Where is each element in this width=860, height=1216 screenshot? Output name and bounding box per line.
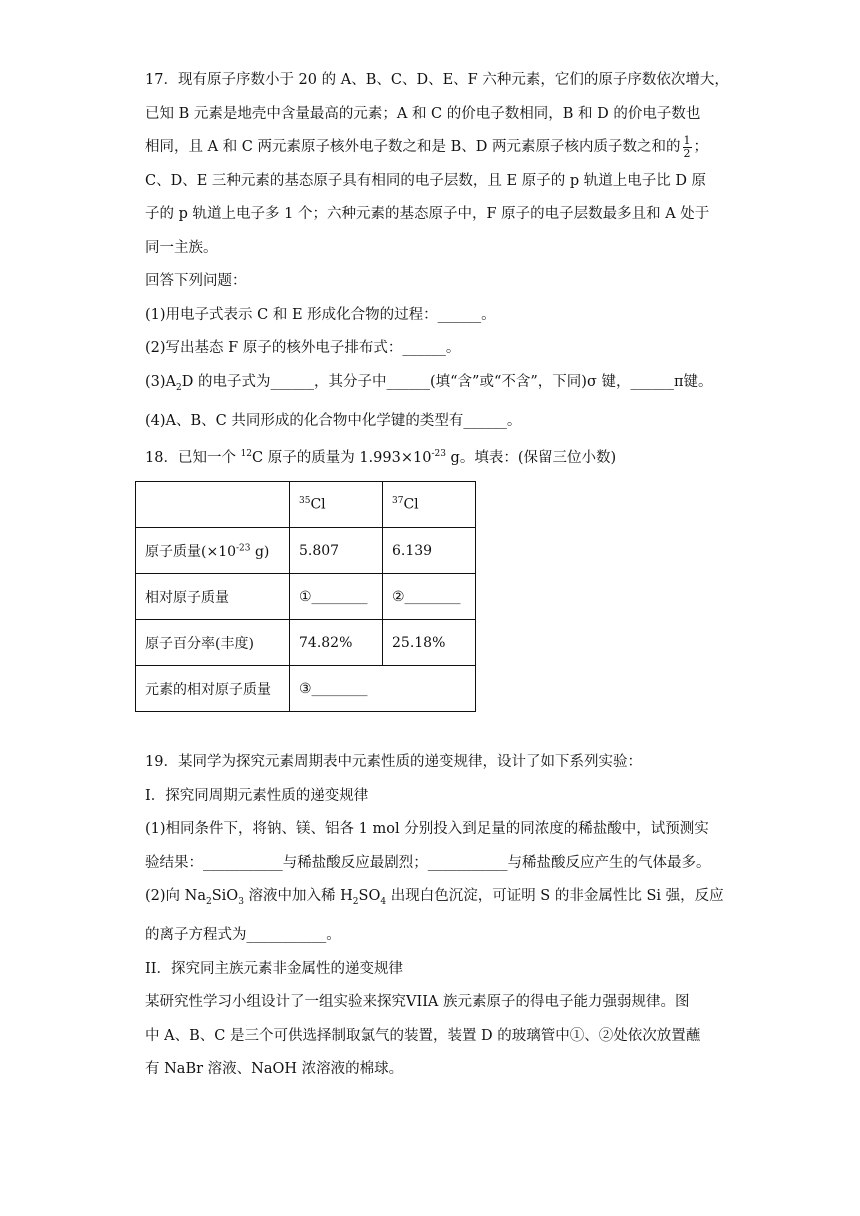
- table-label-relative-mass: 相对原子质量: [136, 574, 290, 620]
- q19-line-1: 19．某同学为探究元素周期表中元素性质的递变规律，设计了如下系列实验：: [145, 754, 642, 770]
- table-cell-empty: [136, 482, 290, 528]
- table-cell: 5.807: [290, 528, 383, 574]
- table-label-atomic-mass: 原子质量($\times 10^{-23}$ g): [136, 528, 290, 574]
- q17-line-1: 17．现有原子序数小于 20 的 A、B、C、D、E、F 六种元素，它们的原子序数依次增大，: [145, 72, 729, 88]
- question-19: [145, 746, 725, 1087]
- table-row: [136, 482, 476, 528]
- q19-line-3: (1)相同条件下，将钠、镁、铝各 1 mol 分别投入到足量的同浓度的稀盐酸中，试预测实: [145, 821, 709, 837]
- table-row: [136, 528, 476, 574]
- table-cell: 6.139: [383, 528, 476, 574]
- fraction-one-half: $\frac{1}{2}$: [683, 133, 691, 160]
- q17-sub-2: (2)写出基态 F 原子的核外电子排布式：______。: [145, 340, 461, 356]
- table-label-abundance: 原子百分率(丰度): [136, 620, 290, 666]
- q17-sub-4: (4)A、B、C 共同形成的化合物中化学键的类型有______。: [145, 412, 522, 429]
- table-row: [136, 666, 476, 712]
- q19-section-2: II．探究同主族元素非金属性的递变规律: [145, 960, 403, 977]
- table-blank-3: ③________: [290, 666, 476, 712]
- table-cell: 25.18%: [383, 620, 476, 666]
- q17-sub-3: $(3)A_2D$ 的电子式为______，其分子中______(填“含”或“不含”，下同)σ 键，______π键。: [145, 373, 713, 393]
- q19-line-10: 有 NaBr 溶液、NaOH 浓溶液的棉球。: [145, 1061, 404, 1078]
- q19-line-6: 的离子方程式为___________。: [145, 927, 341, 944]
- q19-line-5: (2)向 $Na_2SiO_3$ 溶液中加入稀 $H_2SO_4$ 出现白色沉淀，可证明 S 的非金属性比 Si 强，反应: [145, 888, 724, 907]
- question-18-intro: 18．已知一个 $^{12}$C 原子的质量为 $1.993\times 10^{-23}$ g。填表：(保留三位小数): [145, 449, 617, 467]
- q19-line-4: 验结果：___________与稀盐酸反应最剧烈；___________与稀盐酸反应产生的气体最多。: [145, 854, 711, 871]
- table-blank-1: ①________: [290, 574, 383, 620]
- q17-sub-1: (1)用电子式表示 C 和 E 形成化合物的过程：______。: [145, 306, 496, 323]
- q17-answer-prompt: 回答下列问题：: [145, 273, 247, 289]
- q19-section-1: I．探究同周期元素性质的递变规律: [145, 787, 369, 804]
- q17-line-3: 相同，且 A 和 C 两元素原子核外电子数之和是 B、D 两元素原子核内质子数之和的 $\frac{1}{2}$ ；: [145, 133, 708, 160]
- table-header-cl35: $^{35}$Cl: [290, 482, 383, 528]
- question-17: [145, 64, 729, 476]
- table-row: [136, 574, 476, 620]
- table-label-element-mass: 元素的相对原子质量: [136, 666, 290, 712]
- isotope-table: [135, 481, 476, 712]
- q17-line-5: 子的 p 轨道上电子多 1 个；六种元素的基态原子中，F 原子的电子层数最多且和 A 处于: [145, 206, 710, 222]
- table-header-cl37: $^{37}$Cl: [383, 482, 476, 528]
- table-row: [136, 620, 476, 666]
- q19-line-8: 某研究性学习小组设计了一组实验来探究VIIA 族元素原子的得电子能力强弱规律。图: [145, 994, 690, 1011]
- table-blank-2: ②________: [383, 574, 476, 620]
- q19-line-9: 中 A、B、C 是三个可供选择制取氯气的装置，装置 D 的玻璃管中①、②处依次放置蘸: [145, 1027, 701, 1044]
- table-cell: 74.82%: [290, 620, 383, 666]
- q17-line-2: 已知 B 元素是地壳中含量最高的元素；A 和 C 的价电子数相同，B 和 D 的价电子数也: [145, 105, 701, 122]
- q17-line-4: C、D、E 三种元素的基态原子具有相同的电子层数，且 E 原子的 p 轨道上电子比 D 原: [145, 172, 707, 189]
- q17-line-6: 同一主族。: [145, 239, 218, 256]
